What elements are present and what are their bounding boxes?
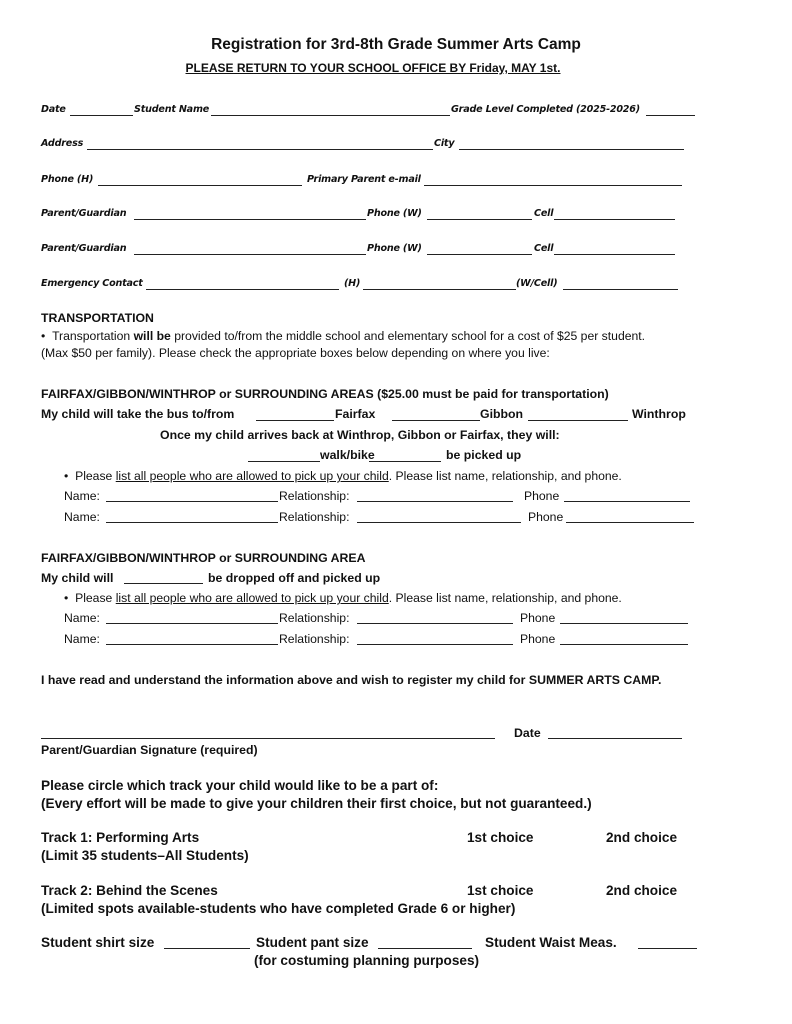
picked-up-label: be picked up — [446, 448, 522, 462]
dropoff-pickup1-relationship-field[interactable] — [357, 623, 513, 624]
transportation-heading: TRANSPORTATION — [41, 311, 154, 325]
child-will-label: My child will — [41, 571, 114, 585]
pickup2-phone-field[interactable] — [566, 522, 694, 523]
form-title: Registration for 3rd-8th Grade Summer Arts Camp — [211, 36, 581, 53]
dropoff-section-heading: FAIRFAX/GIBBON/WINTHROP or SURROUNDING AREA — [41, 551, 366, 565]
winthrop-checkbox-line[interactable] — [528, 420, 628, 421]
guardian1-phone-work-label: Phone (W) — [367, 208, 422, 219]
pickup2-name-field[interactable] — [106, 522, 278, 523]
dropoff-pickup2-phone-field[interactable] — [560, 644, 688, 645]
option-gibbon: Gibbon — [480, 407, 524, 421]
dropoff-checkbox-line[interactable] — [124, 583, 203, 584]
pickup2-relationship-label: Relationship: — [279, 510, 350, 524]
guardian2-cell-field[interactable] — [554, 254, 675, 255]
signature-date-field[interactable] — [548, 738, 682, 739]
transportation-text: • Transportation will be provided to/from the middle school and elementary school for a cost of $25 per student. — [41, 329, 646, 343]
dropoff-pickup1-name-field[interactable] — [106, 623, 278, 624]
arrival-text: Once my child arrives back at Winthrop, Gibbon or Fairfax, they will: — [160, 428, 560, 442]
student-name-label: Student Name — [134, 104, 210, 115]
track1-name: Track 1: Performing Arts — [41, 830, 200, 845]
track-instruction: Please circle which track your child would like to be a part of: — [41, 778, 439, 793]
track1-second-choice[interactable]: 2nd choice — [606, 830, 678, 845]
dropoff-pickup1-name-label: Name: — [64, 611, 100, 625]
transportation-text-line2: (Max $50 per family). Please check the appropriate boxes below depending on where you live: — [41, 346, 550, 360]
parent-email-field[interactable] — [424, 185, 682, 186]
waist-label: Student Waist Meas. — [485, 935, 617, 950]
dropoff-pickup2-phone-label: Phone — [520, 632, 556, 646]
phone-home-label: Phone (H) — [41, 174, 94, 185]
walk-bike-label: walk/bike — [320, 448, 375, 462]
track2-second-choice[interactable]: 2nd choice — [606, 883, 678, 898]
track2-first-choice[interactable]: 1st choice — [467, 883, 534, 898]
dropoff-pickup-list-instruction: • Please list all people who are allowed to pick up your child. Please list name, relationship, and phone. — [64, 591, 622, 605]
date-field[interactable] — [70, 115, 133, 116]
emergency-home-field[interactable] — [363, 289, 516, 290]
phone-home-field[interactable] — [98, 185, 302, 186]
walk-bike-checkbox-line[interactable] — [248, 461, 320, 462]
guardian1-label: Parent/Guardian — [41, 208, 127, 219]
guardian1-phone-work-field[interactable] — [427, 219, 532, 220]
dropoff-pickup1-phone-label: Phone — [520, 611, 556, 625]
parent-email-label: Primary Parent e-mail — [307, 174, 421, 185]
picked-up-checkbox-line[interactable] — [369, 461, 441, 462]
emergency-work-cell-label: (W/Cell) — [516, 278, 558, 289]
track1-first-choice[interactable]: 1st choice — [467, 830, 534, 845]
dropoff-pickup1-phone-field[interactable] — [560, 623, 688, 624]
dropoff-pickup2-relationship-label: Relationship: — [279, 632, 350, 646]
date-label: Date — [41, 104, 66, 115]
city-label: City — [434, 138, 455, 149]
pickup1-relationship-field[interactable] — [357, 501, 513, 502]
dropped-off-label: be dropped off and picked up — [208, 571, 381, 585]
track1-detail: (Limit 35 students–All Students) — [41, 848, 249, 863]
pickup2-relationship-field[interactable] — [357, 522, 521, 523]
pickup1-relationship-label: Relationship: — [279, 489, 350, 503]
grade-label: Grade Level Completed (2025-2026) — [451, 104, 640, 115]
pickup1-name-label: Name: — [64, 489, 100, 503]
bus-label: My child will take the bus to/from — [41, 407, 235, 421]
dropoff-pickup2-name-field[interactable] — [106, 644, 278, 645]
waist-field[interactable] — [638, 948, 697, 949]
city-field[interactable] — [459, 149, 684, 150]
guardian2-label: Parent/Guardian — [41, 243, 127, 254]
address-field[interactable] — [87, 149, 433, 150]
pickup1-phone-label: Phone — [524, 489, 560, 503]
track2-name: Track 2: Behind the Scenes — [41, 883, 218, 898]
emergency-work-cell-field[interactable] — [563, 289, 678, 290]
address-label: Address — [41, 138, 84, 149]
track2-detail: (Limited spots available-students who have completed Grade 6 or higher) — [41, 901, 516, 916]
pant-size-label: Student pant size — [256, 935, 369, 950]
pickup1-name-field[interactable] — [106, 501, 278, 502]
student-name-field[interactable] — [211, 115, 450, 116]
agreement-statement: I have read and understand the information above and wish to register my child for SUMMER ARTS CAMP. — [41, 673, 662, 687]
guardian2-field[interactable] — [134, 254, 366, 255]
shirt-size-field[interactable] — [164, 948, 250, 949]
pickup2-phone-label: Phone — [528, 510, 564, 524]
pickup1-phone-field[interactable] — [564, 501, 690, 502]
guardian1-cell-field[interactable] — [554, 219, 675, 220]
grade-field[interactable] — [646, 115, 695, 116]
signature-field[interactable] — [41, 738, 495, 739]
dropoff-pickup2-relationship-field[interactable] — [357, 644, 513, 645]
signature-date-label: Date — [514, 726, 541, 740]
guardian2-cell-label: Cell — [534, 243, 554, 254]
dropoff-pickup2-name-label: Name: — [64, 632, 100, 646]
bus-section-heading: FAIRFAX/GIBBON/WINTHROP or SURROUNDING AREAS ($25.00 must be paid for transportation) — [41, 387, 609, 401]
fairfax-checkbox-line[interactable] — [256, 420, 334, 421]
pickup-list-instruction: • Please list all people who are allowed to pick up your child. Please list name, relationship, and phone. — [64, 469, 622, 483]
shirt-size-label: Student shirt size — [41, 935, 155, 950]
pant-size-field[interactable] — [378, 948, 472, 949]
costuming-note: (for costuming planning purposes) — [254, 953, 480, 968]
gibbon-checkbox-line[interactable] — [392, 420, 480, 421]
emergency-contact-label: Emergency Contact — [41, 278, 143, 289]
guardian1-cell-label: Cell — [534, 208, 554, 219]
emergency-home-label: (H) — [344, 278, 361, 289]
guardian1-field[interactable] — [134, 219, 366, 220]
signature-label: Parent/Guardian Signature (required) — [41, 743, 258, 757]
guardian2-phone-work-label: Phone (W) — [367, 243, 422, 254]
option-winthrop: Winthrop — [632, 407, 686, 421]
return-deadline: PLEASE RETURN TO YOUR SCHOOL OFFICE BY Friday, MAY 1st. — [185, 61, 561, 75]
bullet: • — [41, 329, 46, 343]
option-fairfax: Fairfax — [335, 407, 376, 421]
track-note: (Every effort will be made to give your children their first choice, but not guaranteed.) — [41, 796, 592, 811]
dropoff-pickup1-relationship-label: Relationship: — [279, 611, 350, 625]
pickup2-name-label: Name: — [64, 510, 100, 524]
emergency-contact-field[interactable] — [146, 289, 339, 290]
guardian2-phone-work-field[interactable] — [427, 254, 532, 255]
